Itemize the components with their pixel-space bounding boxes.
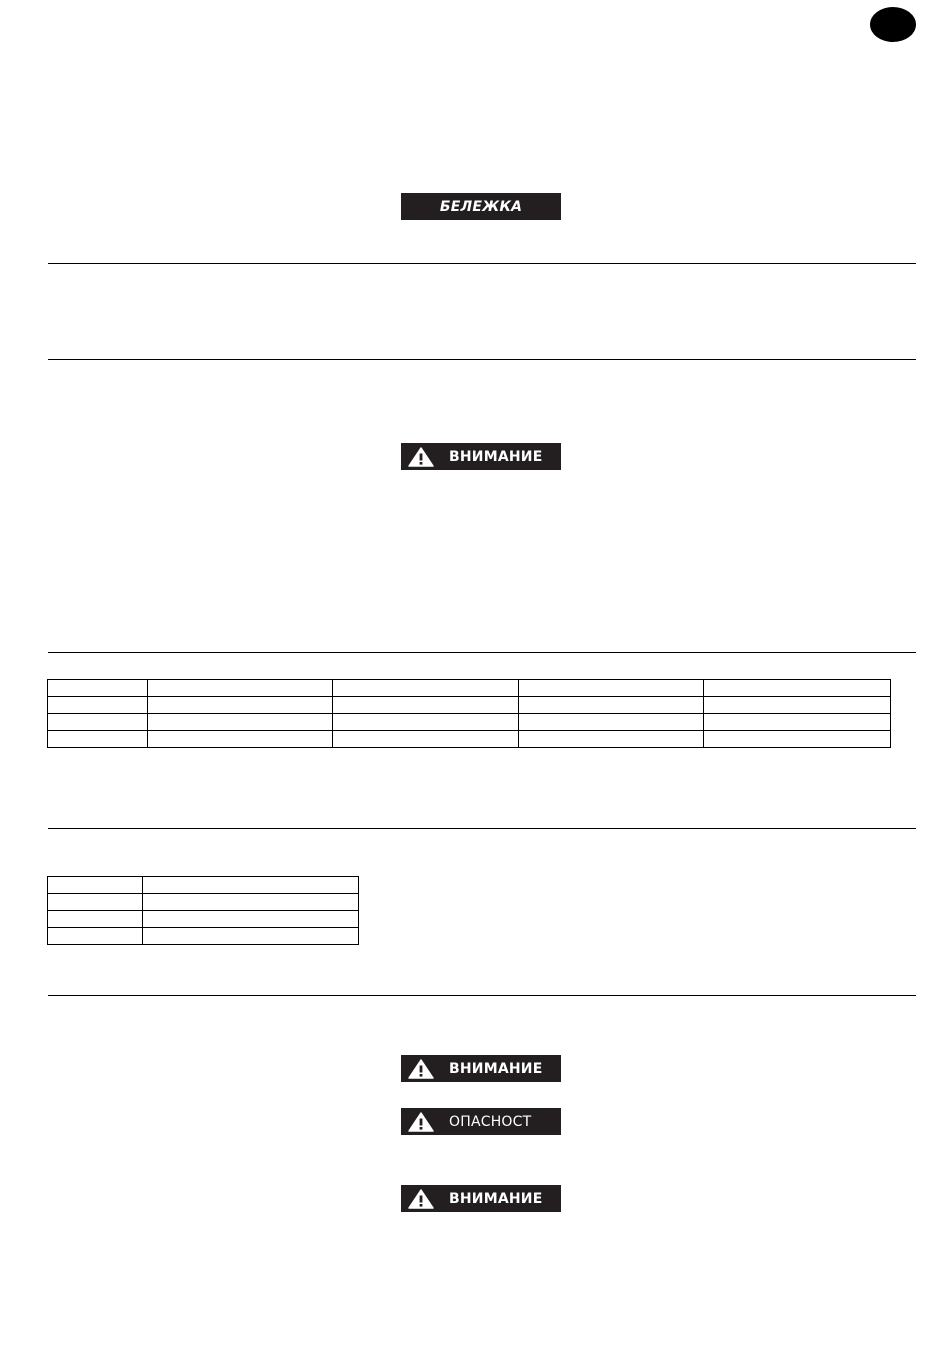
table-row (48, 731, 891, 748)
warning-triangle-icon (408, 1112, 434, 1132)
note-label-text: БЕЛЕЖКА (439, 198, 523, 215)
table-cell (148, 731, 333, 748)
table-cell (143, 911, 359, 928)
table-cell (333, 714, 519, 731)
data-table-2 (47, 876, 359, 945)
note-label (401, 193, 561, 220)
table-cell (333, 680, 519, 697)
data-table-1 (47, 679, 891, 748)
page-number-badge (870, 7, 916, 42)
table-row (48, 714, 891, 731)
table-cell (48, 894, 143, 911)
section-divider (48, 652, 916, 653)
table-cell (48, 697, 148, 714)
table-cell (333, 731, 519, 748)
table-cell (148, 680, 333, 697)
table-row (48, 697, 891, 714)
table-cell (143, 928, 359, 945)
warning-triangle-icon (408, 1189, 434, 1209)
section-divider (48, 263, 916, 264)
table-cell (48, 731, 148, 748)
warning-triangle-icon (408, 447, 434, 467)
table-cell (148, 697, 333, 714)
table-cell (704, 697, 891, 714)
section-divider (48, 359, 916, 360)
table-row (48, 894, 359, 911)
table-cell (519, 714, 704, 731)
table-cell (48, 928, 143, 945)
table-cell (519, 697, 704, 714)
danger-label-text: ОПАСНОСТ (449, 1113, 532, 1130)
table-row (48, 911, 359, 928)
table-cell (48, 911, 143, 928)
table-cell (704, 714, 891, 731)
table-cell (704, 680, 891, 697)
danger-label (401, 1108, 561, 1135)
warning-label (401, 1185, 561, 1212)
warning-label-text: ВНИМАНИЕ (449, 448, 543, 465)
table-cell (333, 697, 519, 714)
table-row (48, 680, 891, 697)
table-cell (143, 877, 359, 894)
table-cell (704, 731, 891, 748)
section-divider (48, 828, 916, 829)
warning-label-text: ВНИМАНИЕ (449, 1060, 543, 1077)
warning-triangle-icon (408, 1059, 434, 1079)
table-cell (48, 680, 148, 697)
warning-label (401, 443, 561, 470)
table-cell (48, 877, 143, 894)
table-cell (148, 714, 333, 731)
table-cell (519, 680, 704, 697)
table-cell (519, 731, 704, 748)
table-cell (143, 894, 359, 911)
section-divider (48, 995, 916, 996)
table-row (48, 928, 359, 945)
warning-label-text: ВНИМАНИЕ (449, 1190, 543, 1207)
warning-label (401, 1055, 561, 1082)
table-row (48, 877, 359, 894)
table-cell (48, 714, 148, 731)
